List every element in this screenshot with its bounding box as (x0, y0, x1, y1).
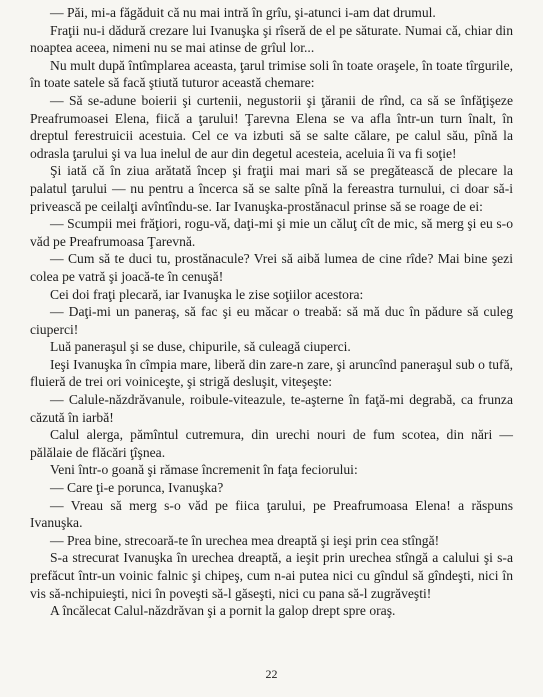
paragraph: — Prea bine, strecoară-te în urechea mea dreaptă şi ieşi prin cea stîngă! (50, 532, 440, 548)
paragraph: S-a strecurat Ivanuşka în urechea dreaptă, a ieşit prin urechea stîngă a calului şi s-a prefăcut într-un voinic falnic şi chipeş, cum n-ai putea nici cu gîndul să gîndeşti, nici în vis să-nchipuieşti, nici în poveşti să-l găseşti, nici cu pana să-l zugrăveşti! (30, 550, 513, 601)
paragraph: — Care ţi-e porunca, Ivanuşka? (50, 480, 224, 496)
paragraph: — Calule-năzdrăvanule, roibule-viteazule, te-aşterne în faţă-mi degrabă, ca frunza căzută în iarbă! (30, 392, 513, 425)
paragraph: Cei doi fraţi plecară, iar Ivanuşka le zise soţiilor acestora: (50, 286, 364, 302)
paragraph: Luă paneraşul şi se duse, chipurile, să culeagă ciuperci. (50, 339, 351, 355)
paragraph: — Cum să te duci tu, prostănacule? Vrei să aibă lumea de cine rîde? Mai bine şezi colea pe vatră şi joacă-te în cenuşă! (30, 251, 513, 284)
paragraph: Şi iată că în ziua arătată încep şi fraţii mai mari să se pregătească de plecare la palatul ţarului — nu pentru a încerca să se salte pînă la fereastra turnului, ci doar să-i privească pe ceilalţi avîntîndu-se. Iar Ivanuşka-prostănacul prinse să se roage de ei: (30, 163, 513, 214)
paragraph: Fraţii nu-i dădură crezare lui Ivanuşka şi rîseră de el pe săturate. Numai că, chiar din noaptea aceea, nimeni nu se mai atinse de grîul lor... (30, 22, 513, 56)
paragraph: Nu mult după întîmplarea aceasta, ţarul trimise soli în toate oraşele, în toate tîrgurile, în toate satele să facă ştiută tuturor această chemare: (30, 57, 513, 91)
paragraph: Calul alerga, pămîntul cutremura, din urechi nouri de fum scotea, din nări — pălălaie de flăcări ţîşnea. (30, 427, 513, 460)
paragraph: — Să se-adune boierii şi curtenii, negustorii şi ţăranii de rînd, ca să se înfăţişeze Preafrumoasei Elena, fiică a ţarului! Ţarevna Elena se va afla într-un turn înalt, în dreptul ferestruicii acestuia. Cel ce va izbuti să se salte călare, pe calul său, pînă la odrasla ţarului şi va lua inelul de aur din degetul acesteia, aceluia îi va fi soţie! (30, 92, 513, 161)
paragraph: Ieşi Ivanuşka în cîmpia mare, liberă din zare-n zare, şi aruncînd paneraşul sub o tufă, fluieră de trei ori voiniceşte, şi strigă desluşit, viteşeşte: (30, 356, 513, 390)
paragraph: — Păi, mi-a făgăduit că nu mai intră în grîu, şi-atunci i-am dat drumul. (50, 5, 436, 20)
body-text (30, 4, 513, 620)
paragraph: — Vreau să merg s-o văd pe fiica ţarului, pe Preafrumoasa Elena! a răspuns Ivanuşka. (30, 497, 513, 531)
paragraph: A încălecat Calul-năzdrăvan şi a pornit la galop drept spre oraş. (50, 603, 396, 619)
paragraph: — Daţi-mi un paneraş, să fac şi eu măcar o treabă: să mă duc în pădure să culeg ciuperci! (30, 304, 513, 337)
paragraph: Veni într-o goană şi rămase încremenit în faţa feciorului: (50, 462, 358, 478)
page-number: 22 (265, 667, 278, 681)
paragraph: — Scumpii mei frăţiori, rogu-vă, daţi-mi şi mie un căluţ cît de mic, să merg şi eu s-o văd pe Preafrumoasa Ţarevnă. (30, 216, 513, 249)
